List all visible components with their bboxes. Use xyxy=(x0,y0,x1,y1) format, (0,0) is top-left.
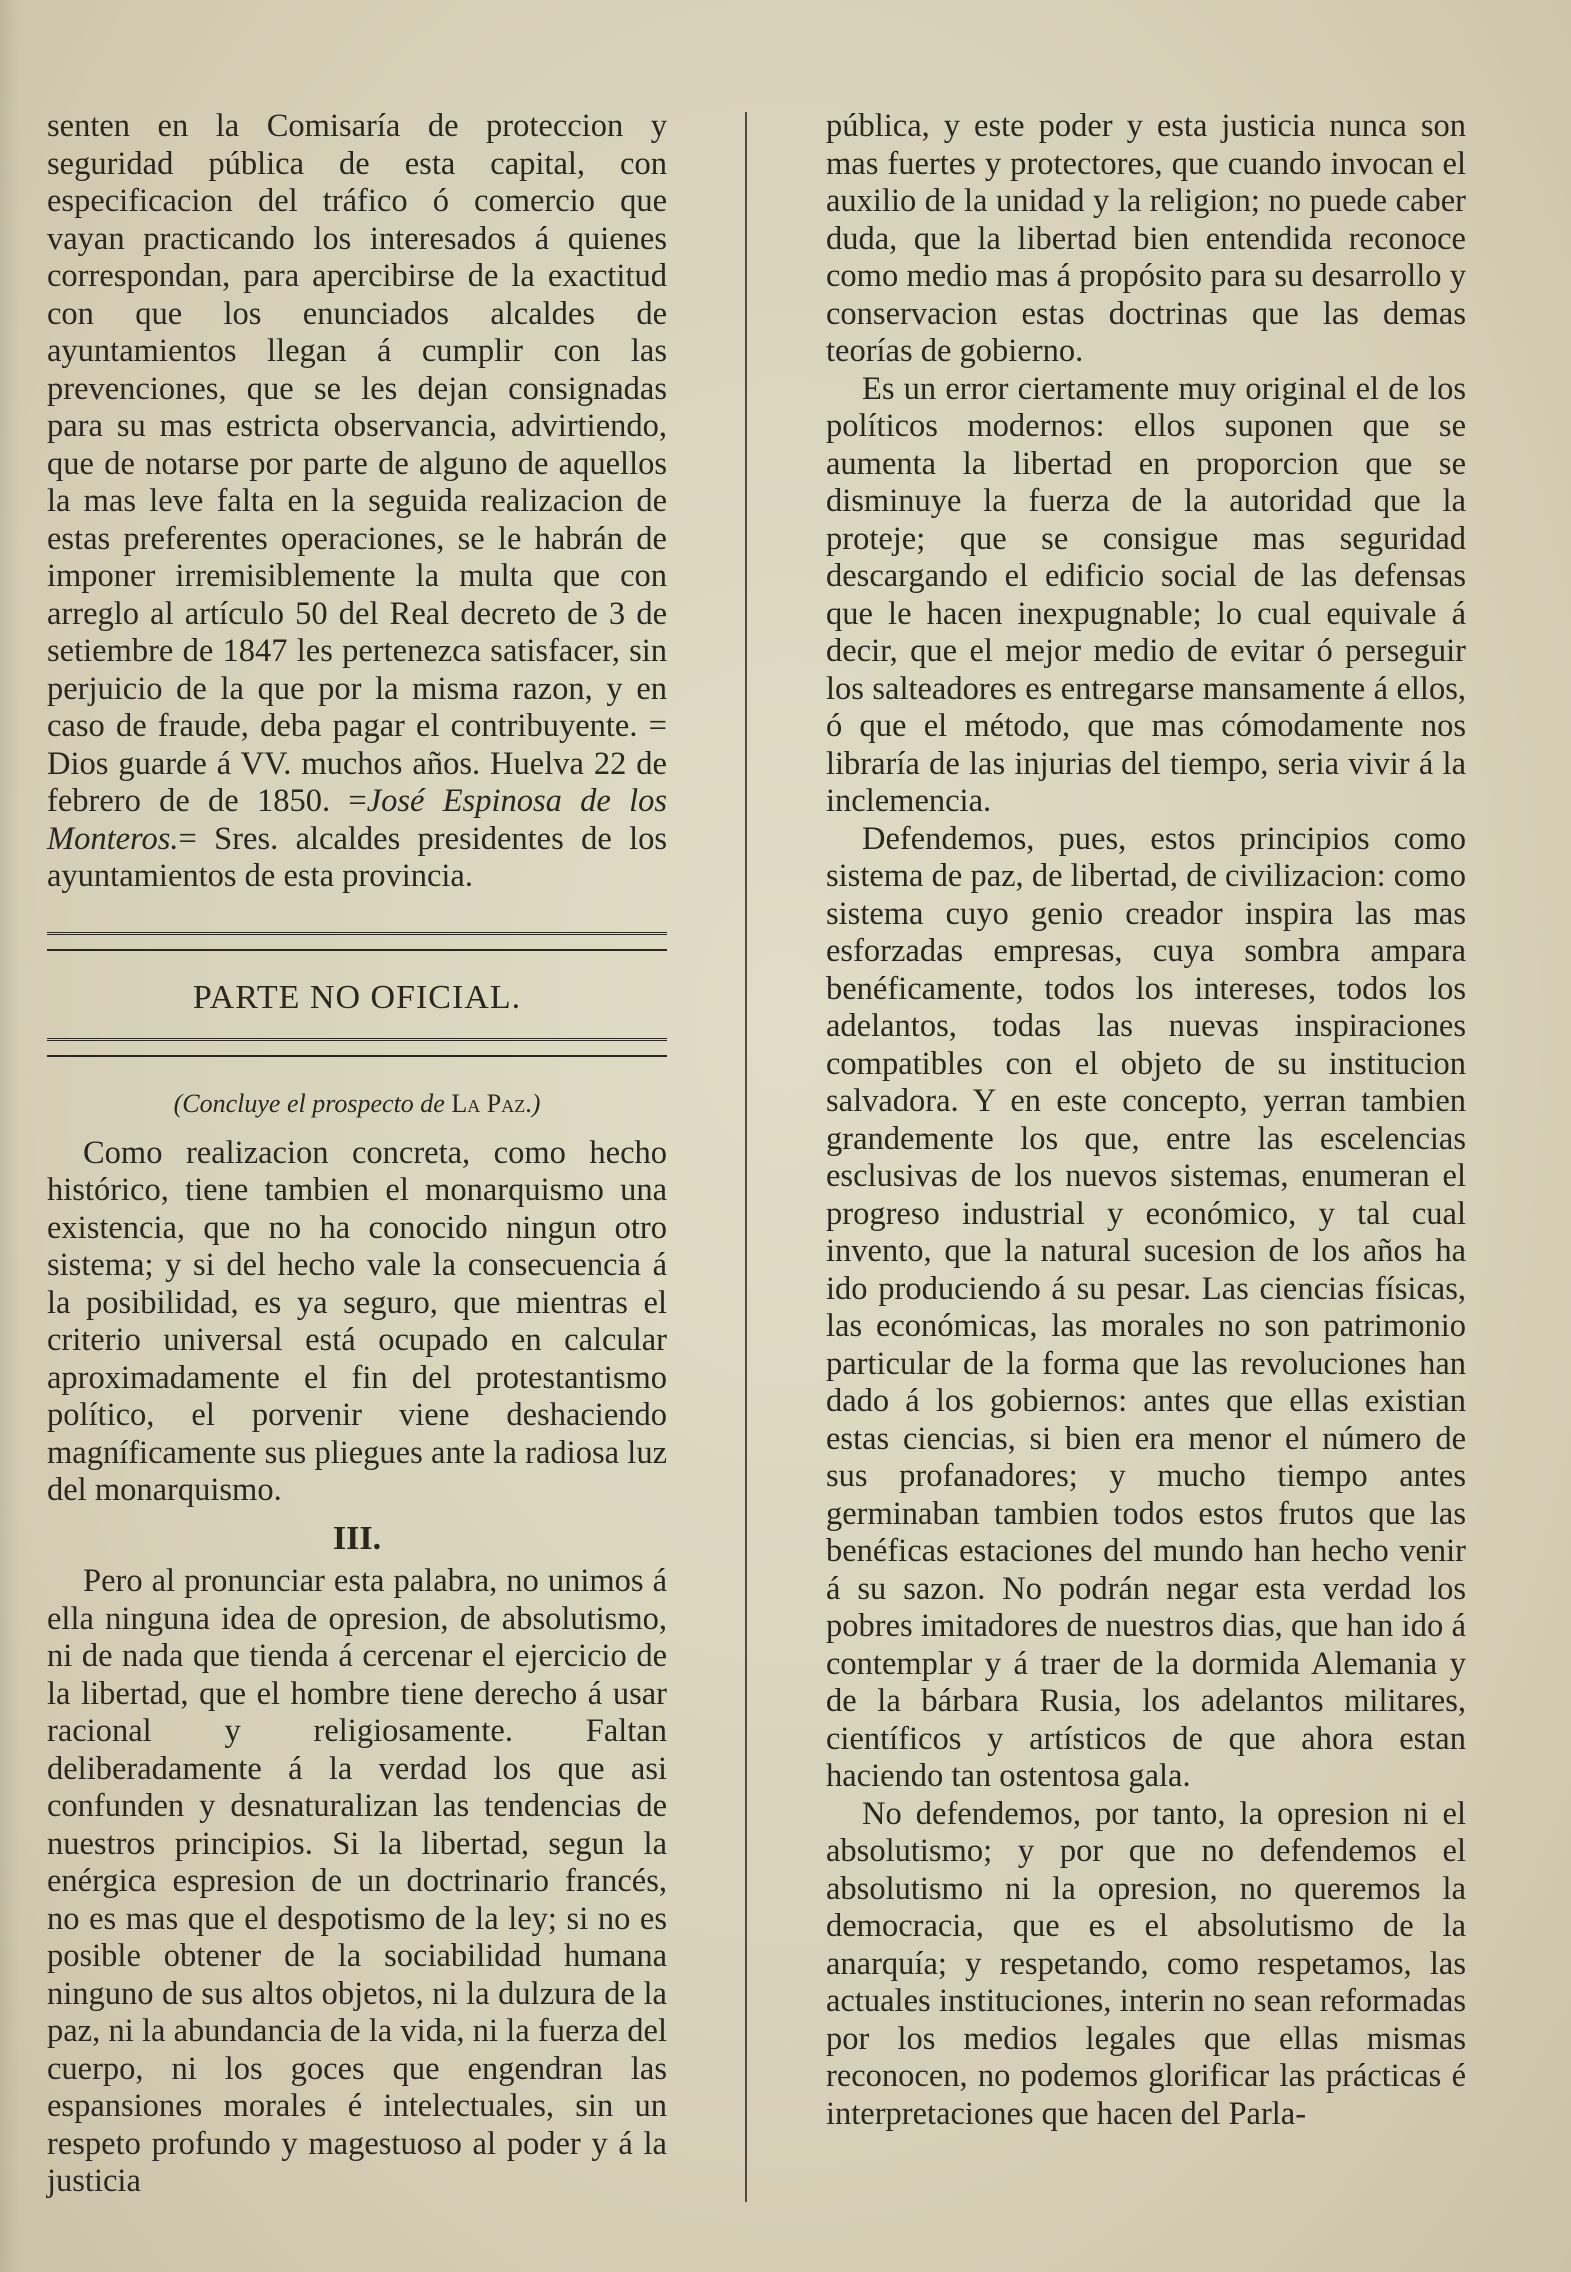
left-column xyxy=(47,108,667,2201)
ornamental-rule-bottom xyxy=(47,1038,667,1057)
subtitle-text: (Concluye el prospecto de xyxy=(173,1089,445,1118)
article-paragraph-defendemos: Defendemos, pues, estos principios como sistema de paz, de libertad, de civilizacion: como sistema cuyo genio creador inspira las mas esforzadas empresas, cuya sombra ampara benéficamente, todos los intereses, todos los adelantos, todas las nuevas inspiraciones compatibles con el objeto de su institucion salvadora. Y en este concepto, yerran tambien grandemente los que, entre las escelencias esclusivas de los nuevos sistemas, enumeran el progreso industrial y económico, y tal cual invento, que la natural sucesion de los años ha ido produciendo á su pesar. Las ciencias físicas, las económicas, las morales no son patrimonio particular de la forma que las revoluciones han dado á los gobiernos: antes que ellas existian estas ciencias, si bien era menor el número de sus profanadores; y mucho tiempo antes germinaban tambien todos estos frutos que las benéficas estaciones del mundo han hecho venir á su sazon. No podrán negar esta verdad los pobres imitadores de nuestros dias, que han ido á contemplar y á traer de la dormida Alemania y de la bárbara Rusia, los adelantos militares, científicos y artísticos de que ahora estan haciendo tan ostentosa gala. xyxy=(826,820,1466,1794)
article-subtitle xyxy=(47,1085,667,1123)
article-paragraph-no-defendemos: No defendemos, por tanto, la opresion ni el absolutismo; y por que no defendemos el absolutismo ni la opresion, no queremos la democracia, que es el absolutismo de la anarquía; y respetando, como respetamos, las actuales instituciones, interin no sean reformadas por los medios legales que ellas mismas reconocen, no podemos glorificar las prácticas é interpretaciones que hacen del Parla- xyxy=(826,1795,1466,2132)
ornamental-rule-top xyxy=(47,932,667,951)
circular-text: senten en la Comisaría de proteccion y seguridad pública de esta capital, con especificacion del tráfico ó comercio que vayan practicando los interesados á quienes correspondan, para apercibirse de la exactitud con que los enunciados alcaldes de ayuntamientos llegan á cumplir con las prevenciones, que se les dejan consignadas para su mas estricta observancia, advirtiendo, que de notarse por parte de alguno de aquellos la mas leve falta en la seguida realizacion de estas preferentes operaciones, se le habrán de imponer irremisiblemente la multa que con arreglo al artículo 50 del Real decreto de 3 de setiembre de 1847 les pertenezca satisfacer, sin perjuicio de la que por la misma razon, y en caso de fraude, deba pagar el contribuyente. = Dios guarde á VV. muchos años. Huelva 22 de febrero de de 1850. = xyxy=(47,108,667,819)
subtitle-close: ) xyxy=(531,1089,541,1118)
section-number: III. xyxy=(332,1519,382,1557)
page-fold-shadow xyxy=(0,0,20,2272)
circular-continuation-paragraph xyxy=(47,108,667,896)
right-column xyxy=(826,108,1466,2133)
article-paragraph-continuation: pública, y este poder y esta justicia nunca son mas fuertes y protectores, que cuando invocan el auxilio de la unidad y la religion; no puede caber duda, que la libertad bien entendida reconoce como medio mas á propósito para su desarrollo y conservacion estas doctrinas que las demas teorías de gobierno. xyxy=(826,108,1466,369)
section-title: PARTE NO OFICIAL. xyxy=(192,978,522,1016)
circular-closing: = Sres. alcaldes presidentes de los ayuntamientos de esta provincia. xyxy=(47,820,667,894)
article-paragraph-error: Es un error ciertamente muy original el de los políticos modernos: ellos suponen que se aumenta la libertad en proporcion que se disminuye la fuerza de la autoridad que la proteje; que se consigue mas seguridad descargando el edificio social de las defensas que le hacen inexpugnable; lo cual equivale á decir, que el mejor medio de evitar ó perseguir los salteadores es entregarse mansamente á ellos, ó que el método, que mas cómodamente nos libraría de las injurias del tiempo, seria vivir á la inclemencia. xyxy=(826,370,1466,819)
article-paragraph-monarquismo: Como realizacion concreta, como hecho histórico, tiene tambien el monarquismo una existencia, que no ha conocido ningun otro sistema; y si del hecho vale la consecuencia á la posibilidad, es ya seguro, que mientras el criterio universal está ocupado en calcular aproximadamente el fin del protestantismo político, el porvenir viene deshaciendo magníficamente sus pliegues ante la radiosa luz del monarquismo. xyxy=(47,1134,667,1508)
signature: José Espinosa de los Monteros. xyxy=(47,783,668,857)
column-divider xyxy=(745,112,747,2202)
article-paragraph-libertad: Pero al pronunciar esta palabra, no unimos á ella ninguna idea de opresion, de absolutismo, ni de nada que tienda á cercenar el ejercicio de la libertad, que el hombre tiene derecho á usar racional y religiosamente. Faltan deliberadamente á la verdad los que asi confunden y desnaturalizan las tendencias de nuestros principios. Si la libertad, segun la enérgica espresion de un doctrinario francés, no es mas que el despotismo de la ley; si no es posible obtener de la sociabilidad humana ninguno de sus altos objetos, ni la dulzura de la paz, ni la abundancia de la vida, ni la fuerza del cuerpo, ni los goces que engendran las espansiones morales é intelectuales, sin un respeto profundo y magestuoso al poder y á la justicia xyxy=(47,1563,667,2199)
newspaper-name: La Paz. xyxy=(451,1089,532,1118)
